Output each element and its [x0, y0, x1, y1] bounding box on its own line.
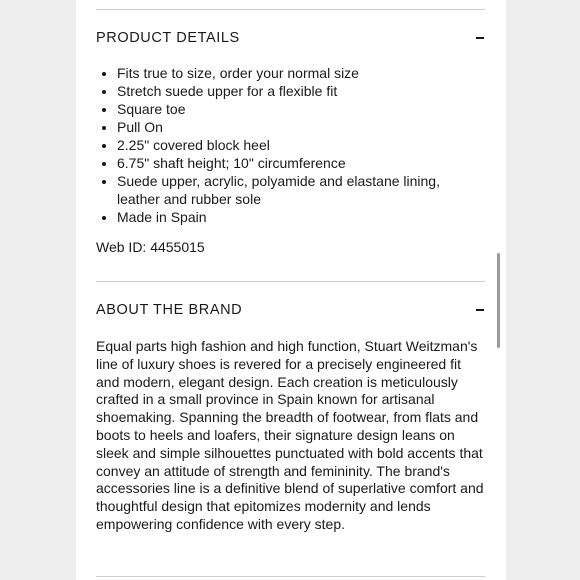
about-brand-header[interactable]: [96, 298, 485, 322]
list-item: • Suede upper, acrylic, polyamide and elastane lining, leather and rubber sole: [117, 172, 477, 208]
list-item: • Fits true to size, order your normal size: [117, 64, 477, 82]
list-item: • Stretch suede upper for a flexible fit: [117, 82, 477, 100]
product-details-title: PRODUCT DETAILS: [96, 30, 240, 46]
web-id: Web ID: 4455015: [96, 239, 205, 255]
about-brand-text: Equal parts high fashion and high function, Stuart Weitzman's line of luxury shoes is revered for a precisely engineered fit and modern, elegant design. Each creation is meticulously crafted in a small province in Spain known for artisanal shoemaking. Spanning the breadth of footwear, from flats and boots to heels and loafers, their signature design leans on sleek and simple silhouettes punctuated with bold accents that convey an attitude of strength and femininity. The brand's accessories line is a definitive blend of superlative comfort and thoughtful design that epitomizes modernity and lends empowering confidence with every step.: [96, 338, 484, 532]
about-brand-title: ABOUT THE BRAND: [96, 302, 243, 318]
scrollbar-thumb[interactable]: [497, 253, 500, 348]
section-divider: [96, 281, 485, 282]
minus-icon[interactable]: [471, 303, 485, 317]
minus-icon[interactable]: [471, 31, 485, 45]
product-details-header[interactable]: [96, 26, 485, 50]
list-item: • Made in Spain: [117, 208, 477, 226]
list-item: • Square toe: [117, 100, 477, 118]
bottom-divider: [96, 576, 485, 577]
list-item: • 2.25" covered block heel: [117, 136, 477, 154]
product-details-list: [96, 64, 477, 226]
list-item: • Pull On: [117, 118, 477, 136]
product-info-panel: [76, 0, 506, 580]
top-divider: [96, 9, 485, 10]
list-item: • 6.75" shaft height; 10" circumference: [117, 154, 477, 172]
